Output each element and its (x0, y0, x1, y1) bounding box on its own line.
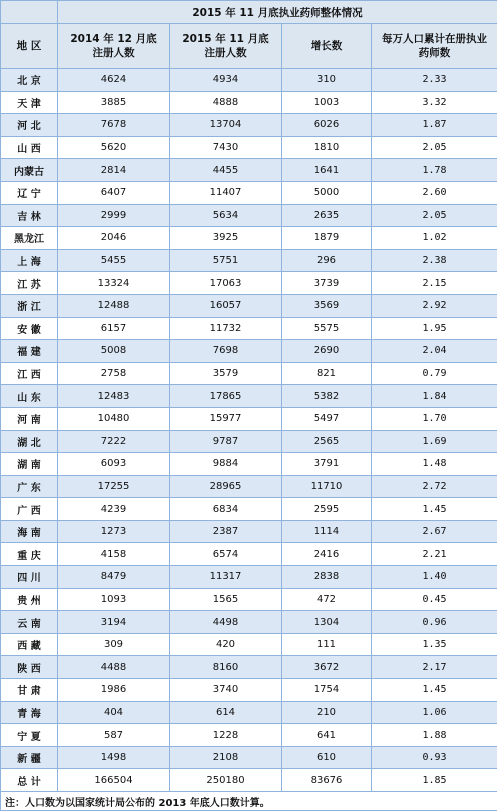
growth-cell: 2690 (282, 340, 372, 363)
ratio-cell: 1.45 (372, 679, 497, 702)
table-row (1, 69, 497, 92)
reg2014-cell: 4624 (58, 69, 170, 92)
growth-cell: 641 (282, 724, 372, 747)
ratio-cell: 2.05 (372, 204, 497, 227)
growth-cell: 2635 (282, 204, 372, 227)
ratio-cell: 2.05 (372, 136, 497, 159)
region-cell: 浙 江 (1, 294, 58, 317)
table-row (1, 136, 497, 159)
reg2015-cell: 3579 (170, 362, 282, 385)
table-row (1, 181, 497, 204)
region-cell: 西 藏 (1, 633, 58, 656)
region-cell: 吉 林 (1, 204, 58, 227)
region-cell: 北 京 (1, 69, 58, 92)
reg2014-cell: 12488 (58, 294, 170, 317)
table-row (1, 475, 497, 498)
header-ratio-line1: 每万人口累计在册执业 (372, 32, 497, 46)
reg2014-cell: 404 (58, 701, 170, 724)
header-reg2014 (58, 24, 170, 69)
reg2015-cell: 17865 (170, 385, 282, 408)
table-row (1, 362, 497, 385)
ratio-cell: 2.15 (372, 272, 497, 295)
header-ratio-line2: 药师数 (372, 46, 497, 60)
reg2014-cell: 587 (58, 724, 170, 747)
growth-cell: 3672 (282, 656, 372, 679)
ratio-cell: 2.92 (372, 294, 497, 317)
region-cell: 天 津 (1, 91, 58, 114)
region-cell: 江 西 (1, 362, 58, 385)
reg2015-cell: 7698 (170, 340, 282, 363)
region-cell: 广 西 (1, 498, 58, 521)
region-cell: 广 东 (1, 475, 58, 498)
reg2014-cell: 12483 (58, 385, 170, 408)
region-cell: 青 海 (1, 701, 58, 724)
reg2014-cell: 1273 (58, 520, 170, 543)
reg2014-cell: 6157 (58, 317, 170, 340)
region-cell: 安 徽 (1, 317, 58, 340)
table-row (1, 498, 497, 521)
growth-cell: 3569 (282, 294, 372, 317)
region-cell: 重 庆 (1, 543, 58, 566)
table-row (1, 453, 497, 476)
header-reg2014-line2: 注册人数 (58, 46, 169, 60)
ratio-cell: 1.88 (372, 724, 497, 747)
ratio-cell: 1.45 (372, 498, 497, 521)
table-row (1, 249, 497, 272)
table-row (1, 679, 497, 702)
table-row (1, 724, 497, 747)
table-row (1, 114, 497, 137)
table-row (1, 543, 497, 566)
region-cell: 四 川 (1, 566, 58, 589)
table-row (1, 91, 497, 114)
reg2015-cell: 4934 (170, 69, 282, 92)
region-cell: 海 南 (1, 520, 58, 543)
growth-cell: 5000 (282, 181, 372, 204)
corner-cell (1, 1, 58, 24)
reg2014-cell: 7222 (58, 430, 170, 453)
reg2015-cell: 6574 (170, 543, 282, 566)
region-cell: 贵 州 (1, 588, 58, 611)
total-row (1, 769, 497, 792)
reg2014-cell: 1093 (58, 588, 170, 611)
reg2015-cell: 3925 (170, 227, 282, 250)
region-cell: 黑龙江 (1, 227, 58, 250)
reg2015-cell: 1565 (170, 588, 282, 611)
ratio-cell: 2.38 (372, 249, 497, 272)
header-growth: 增长数 (282, 24, 372, 69)
region-cell: 江 苏 (1, 272, 58, 295)
table-row (1, 227, 497, 250)
table-row (1, 294, 497, 317)
table-row (1, 159, 497, 182)
table-row (1, 633, 497, 656)
reg2014-cell: 1986 (58, 679, 170, 702)
reg2015-cell: 11317 (170, 566, 282, 589)
reg2015-cell: 4498 (170, 611, 282, 634)
table-title: 2015 年 11 月底执业药师整体情况 (58, 1, 497, 24)
reg2015-cell: 4455 (170, 159, 282, 182)
ratio-cell: 2.67 (372, 520, 497, 543)
reg2015-cell: 16057 (170, 294, 282, 317)
growth-cell: 6026 (282, 114, 372, 137)
ratio-cell: 1.48 (372, 453, 497, 476)
growth-cell: 821 (282, 362, 372, 385)
ratio-cell: 2.17 (372, 656, 497, 679)
region-cell: 山 西 (1, 136, 58, 159)
ratio-cell: 2.04 (372, 340, 497, 363)
region-cell: 湖 南 (1, 453, 58, 476)
growth-cell: 472 (282, 588, 372, 611)
region-cell: 湖 北 (1, 430, 58, 453)
growth-cell: 2416 (282, 543, 372, 566)
table-body (1, 69, 497, 769)
ratio-cell: 1.40 (372, 566, 497, 589)
growth-cell: 296 (282, 249, 372, 272)
table-row (1, 430, 497, 453)
region-cell: 新 疆 (1, 746, 58, 769)
table-row (1, 701, 497, 724)
table-row (1, 611, 497, 634)
reg2015-cell: 5634 (170, 204, 282, 227)
table-row (1, 588, 497, 611)
reg2014-cell: 6093 (58, 453, 170, 476)
reg2014-cell: 2046 (58, 227, 170, 250)
ratio-cell: 1.02 (372, 227, 497, 250)
ratio-cell: 1.87 (372, 114, 497, 137)
region-cell: 甘 肃 (1, 679, 58, 702)
ratio-cell: 2.72 (372, 475, 497, 498)
growth-cell: 3791 (282, 453, 372, 476)
region-cell: 宁 夏 (1, 724, 58, 747)
growth-cell: 11710 (282, 475, 372, 498)
ratio-cell: 2.33 (372, 69, 497, 92)
reg2015-cell: 8160 (170, 656, 282, 679)
reg2014-cell: 309 (58, 633, 170, 656)
growth-cell: 1879 (282, 227, 372, 250)
reg2014-cell: 17255 (58, 475, 170, 498)
reg2015-cell: 17063 (170, 272, 282, 295)
reg2015-cell: 9787 (170, 430, 282, 453)
total-region: 总 计 (1, 769, 58, 792)
ratio-cell: 1.35 (372, 633, 497, 656)
reg2014-cell: 2758 (58, 362, 170, 385)
reg2015-cell: 9884 (170, 453, 282, 476)
region-cell: 云 南 (1, 611, 58, 634)
table-row (1, 204, 497, 227)
table-row (1, 746, 497, 769)
reg2014-cell: 3194 (58, 611, 170, 634)
ratio-cell: 1.84 (372, 385, 497, 408)
reg2014-cell: 4158 (58, 543, 170, 566)
ratio-cell: 1.69 (372, 430, 497, 453)
reg2015-cell: 2108 (170, 746, 282, 769)
region-cell: 福 建 (1, 340, 58, 363)
header-reg2015-line2: 注册人数 (170, 46, 281, 60)
growth-cell: 2838 (282, 566, 372, 589)
reg2014-cell: 5008 (58, 340, 170, 363)
region-cell: 陕 西 (1, 656, 58, 679)
ratio-cell: 1.06 (372, 701, 497, 724)
region-cell: 山 东 (1, 385, 58, 408)
region-cell: 辽 宁 (1, 181, 58, 204)
reg2015-cell: 420 (170, 633, 282, 656)
reg2015-cell: 3740 (170, 679, 282, 702)
ratio-cell: 1.78 (372, 159, 497, 182)
total-reg2014: 166504 (58, 769, 170, 792)
region-cell: 上 海 (1, 249, 58, 272)
growth-cell: 5497 (282, 407, 372, 430)
total-reg2015: 250180 (170, 769, 282, 792)
reg2015-cell: 15977 (170, 407, 282, 430)
ratio-cell: 1.95 (372, 317, 497, 340)
growth-cell: 1810 (282, 136, 372, 159)
reg2015-cell: 5751 (170, 249, 282, 272)
growth-cell: 1304 (282, 611, 372, 634)
reg2015-cell: 1228 (170, 724, 282, 747)
region-cell: 河 北 (1, 114, 58, 137)
reg2014-cell: 1498 (58, 746, 170, 769)
header-reg2014-line1: 2014 年 12 月底 (58, 32, 169, 46)
growth-cell: 5382 (282, 385, 372, 408)
reg2014-cell: 5455 (58, 249, 170, 272)
reg2014-cell: 3885 (58, 91, 170, 114)
table-row (1, 317, 497, 340)
ratio-cell: 1.70 (372, 407, 497, 430)
total-growth: 83676 (282, 769, 372, 792)
header-reg2015-line1: 2015 年 11 月底 (170, 32, 281, 46)
growth-cell: 1003 (282, 91, 372, 114)
reg2015-cell: 6834 (170, 498, 282, 521)
reg2014-cell: 2814 (58, 159, 170, 182)
growth-cell: 2595 (282, 498, 372, 521)
reg2014-cell: 13324 (58, 272, 170, 295)
ratio-cell: 0.93 (372, 746, 497, 769)
header-ratio (372, 24, 497, 69)
table-row (1, 340, 497, 363)
header-reg2015 (170, 24, 282, 69)
reg2014-cell: 6407 (58, 181, 170, 204)
reg2014-cell: 2999 (58, 204, 170, 227)
growth-cell: 610 (282, 746, 372, 769)
ratio-cell: 0.45 (372, 588, 497, 611)
reg2015-cell: 11732 (170, 317, 282, 340)
table-row (1, 520, 497, 543)
growth-cell: 1114 (282, 520, 372, 543)
reg2015-cell: 7430 (170, 136, 282, 159)
table-row (1, 385, 497, 408)
table-row (1, 656, 497, 679)
ratio-cell: 0.79 (372, 362, 497, 385)
growth-cell: 5575 (282, 317, 372, 340)
table-row (1, 566, 497, 589)
reg2014-cell: 7678 (58, 114, 170, 137)
reg2015-cell: 614 (170, 701, 282, 724)
growth-cell: 3739 (282, 272, 372, 295)
reg2015-cell: 13704 (170, 114, 282, 137)
table-row (1, 407, 497, 430)
table-row (1, 272, 497, 295)
ratio-cell: 0.96 (372, 611, 497, 634)
growth-cell: 1754 (282, 679, 372, 702)
ratio-cell: 3.32 (372, 91, 497, 114)
reg2015-cell: 11407 (170, 181, 282, 204)
growth-cell: 210 (282, 701, 372, 724)
ratio-cell: 2.60 (372, 181, 497, 204)
reg2014-cell: 4488 (58, 656, 170, 679)
reg2014-cell: 8479 (58, 566, 170, 589)
reg2015-cell: 28965 (170, 475, 282, 498)
reg2015-cell: 2387 (170, 520, 282, 543)
reg2014-cell: 5620 (58, 136, 170, 159)
reg2015-cell: 4888 (170, 91, 282, 114)
reg2014-cell: 4239 (58, 498, 170, 521)
growth-cell: 1641 (282, 159, 372, 182)
growth-cell: 111 (282, 633, 372, 656)
table-note: 注：人口数为以国家统计局公布的 2013 年底人口数计算。 (1, 792, 497, 811)
total-ratio: 1.85 (372, 769, 497, 792)
header-region: 地 区 (1, 24, 58, 69)
region-cell: 内蒙古 (1, 159, 58, 182)
ratio-cell: 2.21 (372, 543, 497, 566)
reg2014-cell: 10480 (58, 407, 170, 430)
growth-cell: 2565 (282, 430, 372, 453)
region-cell: 河 南 (1, 407, 58, 430)
growth-cell: 310 (282, 69, 372, 92)
